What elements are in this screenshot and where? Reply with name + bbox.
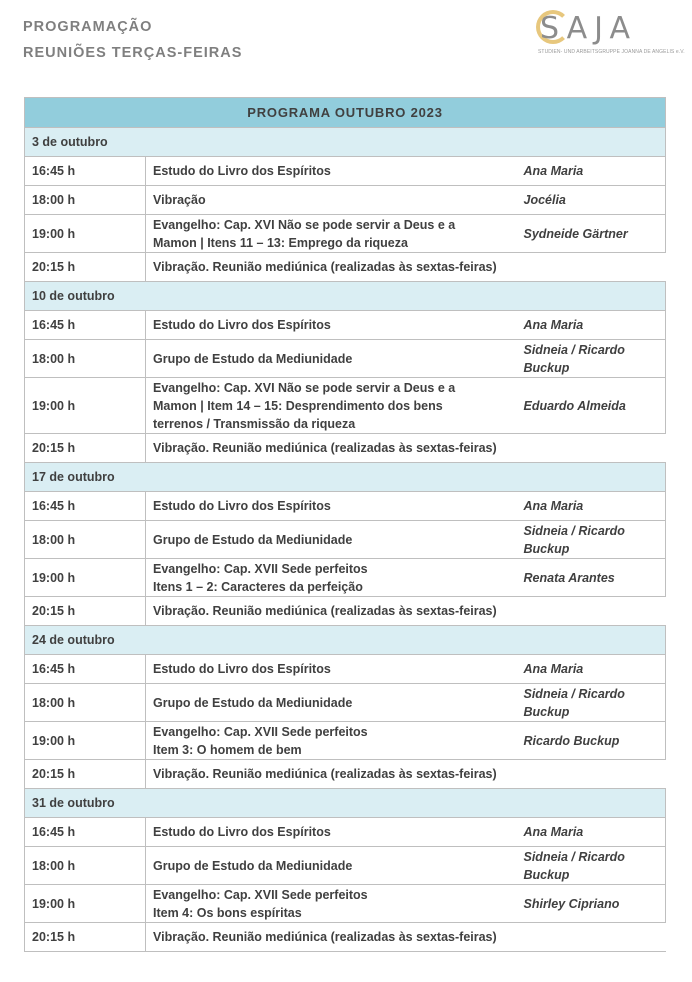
activity-line: Evangelho: Cap. XVI Não se pode servir a Deus e a xyxy=(153,217,456,232)
activity-cell xyxy=(146,722,522,760)
speaker-cell xyxy=(522,157,666,186)
table-row xyxy=(25,722,666,760)
program-title-row xyxy=(25,98,666,128)
logo-subtitle: STUDIEN- UND ARBEITSGRUPPE JOANNA DE ANGELIS e.V. xyxy=(538,49,685,55)
table-row xyxy=(25,923,666,952)
date-label: 10 de outubro xyxy=(25,282,666,311)
time-cell: 16:45 h xyxy=(25,311,146,340)
table-row xyxy=(25,340,666,378)
speaker-line: Sidneia / Ricardo xyxy=(523,523,625,538)
time-cell: 20:15 h xyxy=(25,434,146,463)
activity-line: Evangelho: Cap. XVII Sede perfeitos xyxy=(153,561,368,576)
speaker-line: Eduardo Almeida xyxy=(523,398,626,413)
speaker-cell xyxy=(522,492,666,521)
table-row xyxy=(25,684,666,722)
activity-cell xyxy=(146,559,522,597)
activity-line: Item 3: O homem de bem xyxy=(153,742,302,757)
table-row xyxy=(25,521,666,559)
activity-cell xyxy=(146,521,522,559)
table-row xyxy=(25,378,666,434)
time-cell: 18:00 h xyxy=(25,684,146,722)
header-subtitle: REUNIÕES TERÇAS-FEIRAS xyxy=(23,45,243,61)
activity-line: Grupo de Estudo da Mediunidade xyxy=(153,532,353,547)
date-row xyxy=(25,128,666,157)
time-cell: 16:45 h xyxy=(25,157,146,186)
activity-line: Vibração. Reunião mediúnica (realizadas às sextas-feiras) xyxy=(153,441,497,455)
time-cell: 20:15 h xyxy=(25,923,146,952)
time-cell: 19:00 h xyxy=(25,722,146,760)
activity-cell xyxy=(146,340,522,378)
activity-line: Estudo do Livro dos Espíritos xyxy=(153,825,331,839)
speaker-line: Ricardo Buckup xyxy=(523,733,620,748)
speaker-line: Ana Maria xyxy=(523,662,584,676)
speaker-line: Ana Maria xyxy=(523,499,584,513)
speaker-cell xyxy=(522,311,666,340)
time-cell: 16:45 h xyxy=(25,655,146,684)
time-cell: 16:45 h xyxy=(25,492,146,521)
speaker-cell xyxy=(522,722,666,760)
date-label: 17 de outubro xyxy=(25,463,666,492)
speaker-line: Buckup xyxy=(523,360,570,375)
activity-line: Estudo do Livro dos Espíritos xyxy=(153,662,331,676)
activity-line: terrenos / Transmissão da riqueza xyxy=(153,416,356,431)
date-label: 3 de outubro xyxy=(25,128,666,157)
speaker-line: Ana Maria xyxy=(523,825,584,839)
activity-cell xyxy=(146,597,666,626)
speaker-cell xyxy=(522,378,666,434)
speaker-cell xyxy=(522,215,666,253)
time-cell: 20:15 h xyxy=(25,253,146,282)
speaker-line: Renata Arantes xyxy=(523,570,615,585)
activity-line: Evangelho: Cap. XVII Sede perfeitos xyxy=(153,887,368,902)
activity-line: Vibração. Reunião mediúnica (realizadas às sextas-feiras) xyxy=(153,930,497,944)
table-row xyxy=(25,253,666,282)
table-row xyxy=(25,434,666,463)
activity-line: Estudo do Livro dos Espíritos xyxy=(153,499,331,513)
time-cell: 19:00 h xyxy=(25,559,146,597)
activity-line: Grupo de Estudo da Mediunidade xyxy=(153,351,353,366)
time-cell: 18:00 h xyxy=(25,186,146,215)
activity-line: Mamon | Item 14 – 15: Desprendimento dos bens xyxy=(153,398,443,413)
activity-line: Mamon | Itens 11 – 13: Emprego da riqueza xyxy=(153,235,408,250)
date-row xyxy=(25,282,666,311)
speaker-line: Shirley Cipriano xyxy=(523,896,620,911)
time-cell: 19:00 h xyxy=(25,215,146,253)
speaker-line: Buckup xyxy=(523,704,570,719)
date-label: 31 de outubro xyxy=(25,789,666,818)
activity-cell xyxy=(146,378,522,434)
activity-cell xyxy=(146,655,522,684)
date-row xyxy=(25,789,666,818)
time-cell: 16:45 h xyxy=(25,818,146,847)
program-table xyxy=(24,97,666,952)
table-row xyxy=(25,597,666,626)
activity-cell xyxy=(146,847,522,885)
activity-cell xyxy=(146,684,522,722)
activity-cell xyxy=(146,311,522,340)
activity-cell xyxy=(146,215,522,253)
activity-cell xyxy=(146,885,522,923)
table-row xyxy=(25,885,666,923)
speaker-cell xyxy=(522,559,666,597)
speaker-cell xyxy=(522,340,666,378)
table-row xyxy=(25,847,666,885)
speaker-cell xyxy=(522,521,666,559)
speaker-cell xyxy=(522,655,666,684)
activity-cell xyxy=(146,760,666,789)
activity-line: Evangelho: Cap. XVI Não se pode servir a Deus e a xyxy=(153,380,456,395)
time-cell: 18:00 h xyxy=(25,521,146,559)
table-row xyxy=(25,760,666,789)
activity-line: Vibração xyxy=(153,193,206,207)
speaker-line: Sidneia / Ricardo xyxy=(523,686,625,701)
speaker-line: Ana Maria xyxy=(523,318,584,332)
activity-cell xyxy=(146,923,666,952)
activity-cell xyxy=(146,186,522,215)
program-title: PROGRAMA OUTUBRO 2023 xyxy=(25,98,666,128)
activity-line: Evangelho: Cap. XVII Sede perfeitos xyxy=(153,724,368,739)
activity-cell xyxy=(146,253,666,282)
activity-line: Estudo do Livro dos Espíritos xyxy=(153,318,331,332)
speaker-line: Jocélia xyxy=(523,193,566,207)
speaker-line: Sidneia / Ricardo xyxy=(523,849,625,864)
speaker-cell xyxy=(522,847,666,885)
speaker-line: Sidneia / Ricardo xyxy=(523,342,625,357)
header-title: PROGRAMAÇÃO xyxy=(23,19,153,35)
date-label: 24 de outubro xyxy=(25,626,666,655)
activity-line: Item 4: Os bons espíritas xyxy=(153,905,302,920)
activity-line: Estudo do Livro dos Espíritos xyxy=(153,164,331,178)
saja-logo xyxy=(536,8,685,60)
table-row xyxy=(25,655,666,684)
activity-line: Itens 1 – 2: Caracteres da perfeição xyxy=(153,579,363,594)
date-row xyxy=(25,626,666,655)
table-row xyxy=(25,492,666,521)
time-cell: 19:00 h xyxy=(25,885,146,923)
date-row xyxy=(25,463,666,492)
activity-line: Grupo de Estudo da Mediunidade xyxy=(153,695,353,710)
speaker-line: Sydneide Gärtner xyxy=(523,226,628,241)
speaker-line: Ana Maria xyxy=(523,164,584,178)
speaker-cell xyxy=(522,885,666,923)
speaker-cell xyxy=(522,818,666,847)
table-row xyxy=(25,818,666,847)
table-row xyxy=(25,311,666,340)
activity-line: Vibração. Reunião mediúnica (realizadas às sextas-feiras) xyxy=(153,260,497,274)
activity-cell xyxy=(146,434,666,463)
table-row xyxy=(25,559,666,597)
activity-line: Vibração. Reunião mediúnica (realizadas às sextas-feiras) xyxy=(153,604,497,618)
time-cell: 18:00 h xyxy=(25,340,146,378)
time-cell: 20:15 h xyxy=(25,760,146,789)
activity-cell xyxy=(146,492,522,521)
table-row xyxy=(25,157,666,186)
speaker-line: Buckup xyxy=(523,541,570,556)
speaker-line: Buckup xyxy=(523,867,570,882)
table-row xyxy=(25,215,666,253)
activity-line: Vibração. Reunião mediúnica (realizadas às sextas-feiras) xyxy=(153,767,497,781)
time-cell: 20:15 h xyxy=(25,597,146,626)
table-row xyxy=(25,186,666,215)
speaker-cell xyxy=(522,186,666,215)
activity-cell xyxy=(146,818,522,847)
activity-cell xyxy=(146,157,522,186)
activity-line: Grupo de Estudo da Mediunidade xyxy=(153,858,353,873)
speaker-cell xyxy=(522,684,666,722)
logo-text: SAJA xyxy=(540,11,637,46)
time-cell: 19:00 h xyxy=(25,378,146,434)
page-header xyxy=(23,14,242,66)
time-cell: 18:00 h xyxy=(25,847,146,885)
